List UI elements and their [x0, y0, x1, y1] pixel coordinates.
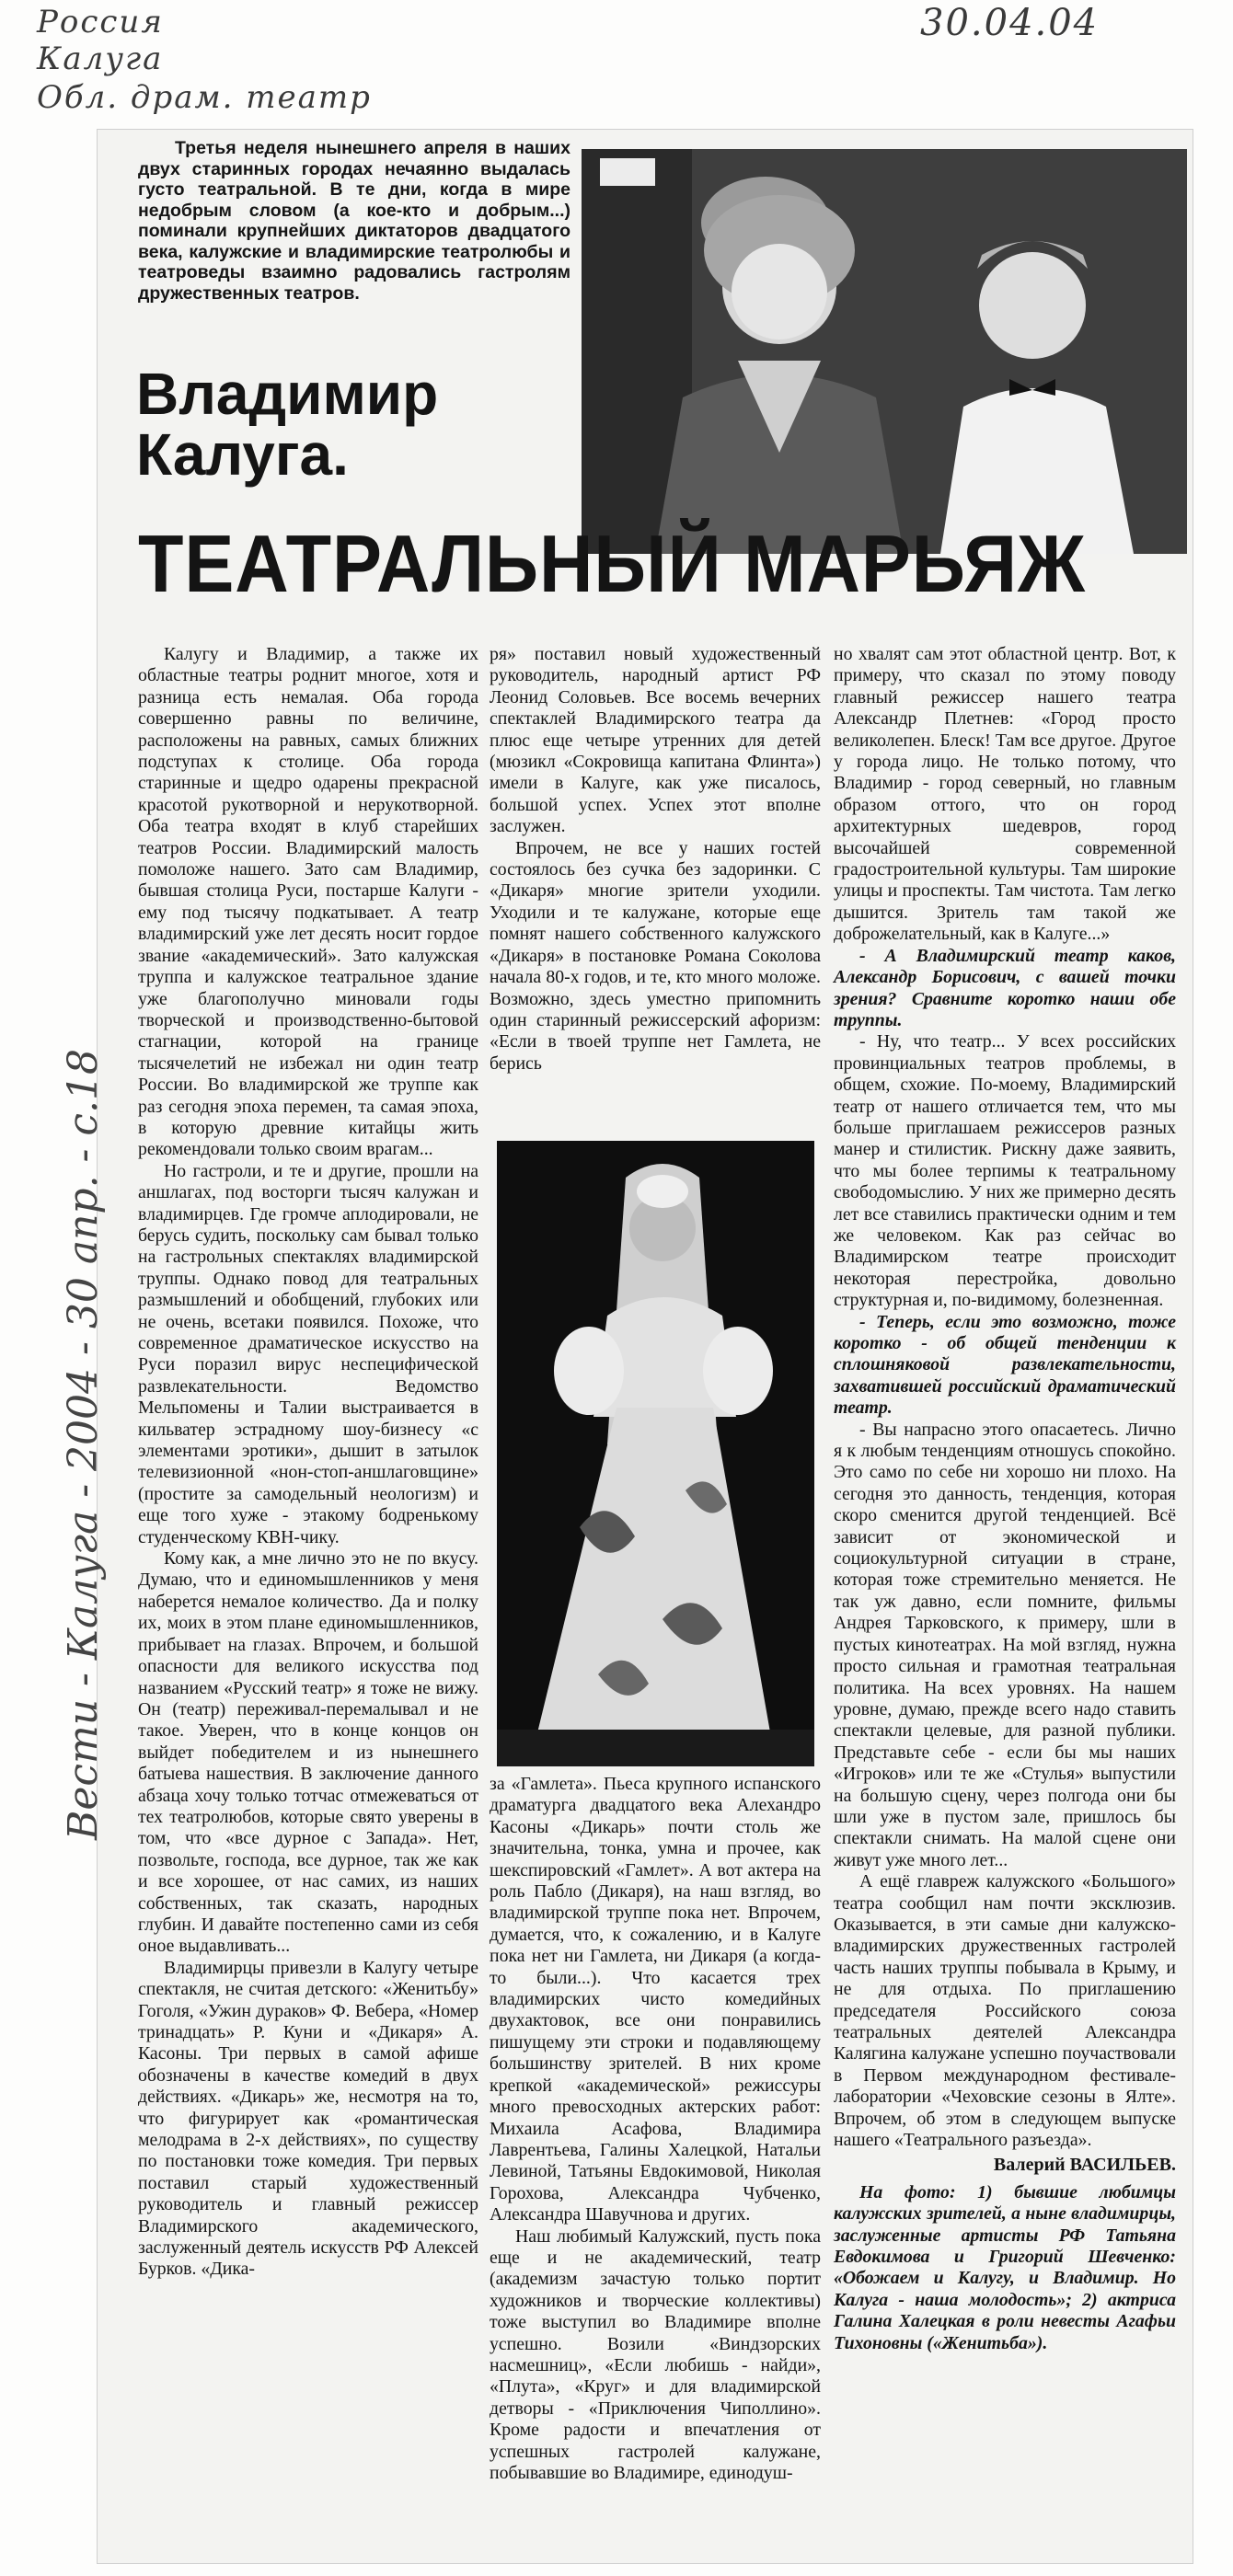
handwritten-city: Калуга [37, 40, 164, 77]
author-signature: Валерий ВАСИЛЬЕВ. [993, 2155, 1176, 2176]
title-line-1: Владимир [136, 361, 439, 427]
photo-actress-bride [497, 1141, 814, 1766]
article-title [136, 361, 578, 488]
paragraph: Впрочем, не все у наших гостей состоялось без сучка без задоринки. С «Дикаря» многие зрители уходили. Уходили и те калужане, которые еще помнят нашего собственного калужского «Дикаря» в постановке Романа Соколова начала 80-х годов, и те, кто много моложе. Возможно, здесь уместно припомнить один старинный режиссерский афоризм: «Если в твоей труппе нет Гамлета, не берись [490, 837, 821, 1074]
paragraph: Наш любимый Калужский, пусть пока еще и не академический, театр (академизм зачастую только портит художников и творческие коллективы) тоже выступил во Владимире вполне успешно. Возили «Виндзорских насмешниц», «Если любишь - найди», «Плута», «Круг» и для владимирской детворы - «Приключения Чиполлино». Кроме радости и впечатления от успешных гастролей калужане, побывавшие во Владимире, единодуш- [490, 2225, 821, 2483]
handwritten-country: Россия [37, 4, 164, 40]
paragraph: А ещё главреж калужского «Большого» театра сообщил нам почти эксклюзив. Оказывается, в эти самые дни калужско-владимирских дружественных гастролей часть наших труппы побывала в Крыму, и не для отдыха. По приглашению председателя Российского союза театральных деятелей Александра Калягина калужане успешно поучаствовали в Первом международном фестивале-лаборатории «Чеховские сезоны в Ялте». Впрочем, об этом в следующем выпуске нашего «Театрального разъезда». [834, 1871, 1176, 2151]
photo-actors-couple-image [582, 149, 1187, 554]
paragraph: Владимирцы привезли в Калугу четыре спектакля, не считая детского: «Женитьбу» Гоголя, «Ужин дураков» Ф. Вебера, «Номер тринадцать» Р. Куни и «Дикаря» А. Касоны. Три первых в самой афише обозначены в качестве комедий в двух действиях. «Дикарь» же, несмотря на то, что фигурирует как «романтическая мелодрама в 2-х действиях», по существу по постановки тоже комедия. Три первых поставил старый художественный руководитель и главный режиссер Владимирского академического, заслуженный деятель искусств РФ Алексей Бурков. «Дика- [138, 1957, 478, 2280]
paragraph: но хвалят сам этот областной центр. Вот, к примеру, что сказал по этому поводу главный режиссер нашего театра Александр Плетнев: «Город просто великолепен. Блеск! Там все другое. Другое у города лицо. Не только потому, что Владимир - город северный, но главным образом оттого, что он город архитектурных шедевров, город высочайшей современной градостроительной культуры. Там широкие улицы и проспекты. Там чистота. Там легко дышится. Зритель там такой же доброжелательный, как в Калуге...» [834, 644, 1176, 945]
headline: ТЕАТРАЛЬНЫЙ МАРЬЯЖ [138, 518, 1087, 609]
paragraph: Но гастроли, и те и другие, прошли на аншлагах, под восторги тысяч калужан и владимирцев. Где громче аплодировали, не берусь судить, поскольку сам бывал только на гастрольных спектаклях владимирской труппы. Однако повод для театральных размышлений и обобщений, глубоких или не очень, всетаки появился. Похоже, что современное драматическое искусство на Руси поразил вирус неспецифической развлекательности. Ведомство Мельпомены и Талии выстраивается в кильватер эстрадному шоу-бизнесу «с элементами эротики», дышит в затылок телевизионной «нон-стоп-аншлаговщине» (простите за самодельный неологизм) и еще того хуже - этакому бодренькому студенческому КВН-чику. [138, 1160, 478, 1547]
interview-question: - А Владимирский театр каков, Александр Борисович, с вашей точки зрения? Сравните коротко наши обе труппы. [834, 945, 1176, 1030]
interview-question: - Теперь, если это возможно, тоже коротко - об общей тенденции к сплошняковой развлекательности, захватившей российский драматический театр. [834, 1311, 1176, 1419]
paragraph: ря» поставил новый художественный руководитель, народный артист РФ Леонид Соловьев. Все восемь вечерних спектаклей Владимирского театра да плюс еще четыре утренних для детей (мюзикл «Сокровища капитана Флинта») имели в Калуге, как уже писалось, большой успех. Успех этот вполне заслужен. [490, 644, 821, 837]
column-1 [138, 644, 478, 2281]
handwritten-margin-note: Вести - Калуга - 2004 - 30 апр. - с.18 [60, 1048, 107, 1840]
column-2 [490, 644, 821, 1075]
paragraph: Калугу и Владимир, а также их областные театры роднит многое, хотя и разница есть немалая. Оба города совершенно равны по величине, расположены на равных, самых ближних подступах к столице. Оба города старинные и щедро одарены прекрасной красотой рукотворной и нерукотворной. Оба театра входят в клуб старейших театров России. Владимирский малость помоложе нашего. Зато сам Владимир, бывшая столица Руси, постарше Калуги - ему под тысячу подкатывает. А театр владимирский уже лет десять носит гордое звание «академический». Зато калужская труппа и калужское театральное здание уже благополучно миновали годы творческой и производственно-бытовой стагнации, которой на границе тысячелетий не избежал ни один театр России. Во владимирской же труппе как раз сегодня эпоха перемен, та самая эпоха, в которую древние китайцы жить рекомендовали только своим врагам... [138, 644, 478, 1160]
photo-actress-bride-image [497, 1141, 814, 1766]
column-2-continued [490, 1774, 821, 2484]
paragraph: Кому как, а мне лично это не по вкусу. Думаю, что и единомышленников у меня наберется немалое количество. Да и полку их, моих в этом плане единомышленников, прибывает на глазах. Впрочем, и большой опасности для великого искусства под названием «Русский театр» я тоже не вижу. Он (театр) переживал-перемалывал и не такое. Уверен, что в конце концов он выйдет победителем и из нынешнего батыева нашествия. В заключение данного абзаца хочу только тотчас отмежеваться от тех театролюбов, которые свято уверены в том, что «все дурное с Запада». Нет, позвольте, господа, все дурное, так же как и все хорошее, от нас самих, из наших собственных, так сказать, народных глубин. И давайте постепенно сами из себя оное выдавливать... [138, 1548, 478, 1957]
interview-answer: - Ну, что театр... У всех российских провинциальных театров проблемы, в общем, схожие. По-моему, Владимирский театр от нашего отличается тем, что мы больше приглашаем режиссеров разных манер и стилистик. Рискну даже заявить, что мы более терпимы к театральному свободомыслию. У них же примерно десять лет все ставились практически одним и тем же человеком. Как раз сейчас во Владимирском театре происходит некоторая перестройка, довольно структурная и, по-видимому, болезненная. [834, 1031, 1176, 1311]
handwritten-date: 30.04.04 [920, 2, 1100, 44]
interview-answer: - Вы напрасно этого опасаетесь. Лично я к любым тенденциям отношусь спокойно. Это само по себе ни хорошо ни плохо. На сегодня это данность, тенденция, которая скоро сменится другой тенденцией. Всё зависит от экономической и социокультурной ситуации в стране, которая тоже стремительно меняется. Не так уж давно, если помните, фильмы Андрея Тарковского, к примеру, шли в пустых кинотеатрах. На мой взгляд, нужна просто сильная и грамотная театральная политика. На всех уровнях. На нашем уровне, думаю, прежде всего надо ставить спектакли целевые, для разной публики. Представьте себе - если бы мы наших «Игроков» или те же «Стулья» выпустили на большую сцену, через полгода они бы шли уже в пустом зале, пришлось бы спектакли снимать. На малой сцене они живут уже много лет... [834, 1419, 1176, 1870]
intro-paragraph: Третья неделя нынешнего апреля в наших двух старинных городах нечаянно выдалась густо театральной. В те дни, когда в мире недобрым словом (а кое-кто и добрым...) поминали крупнейших диктаторов двадцатого века, калужские и владимирские театролюбы и театроведы взаимно радовались гастролям дружественных театров. [138, 138, 570, 304]
handwritten-theatre: Обл. драм. театр [37, 79, 372, 116]
photo-caption: На фото: 1) бывшие любимцы калужских зрителей, а ныне владимирцы, заслуженные артисты РФ Татьяна Евдокимова и Григорий Шевченко: «Обожаем и Калугу, и Владимир. Но Калуга - наша молодость»; 2) актриса Галина Халецкая в роли невесты Агафьи Тихоновны («Женитьба»). [834, 2181, 1176, 2353]
paragraph: за «Гамлета». Пьеса крупного испанского драматурга двадцатого века Алехандро Касоны «Дикарь» почти столь же значительна, тонка, умна и прочее, как шекспировский «Гамлет». А вот актера на роль Пабло (Дикаря), на наш взгляд, во владимирской труппе пока нет. Впрочем, думается, что, к сожалению, и в Калуге пока нет ни Гамлета, ни Дикаря (а когда-то были...). Что касается трех владимирских чисто комедийных двухактовок, все они понравились пишущему эти строки и подавляющему большинству зрителей. В них кроме крепкой «академической» режиссуры много превосходных актерских работ: Михаила Асафова, Владимира Лаврентьева, Галины Халецкой, Натальи Левиной, Татьяны Евдокимовой, Николая Горохова, Александра Чубченко, Александра Шавучнова и других. [490, 1774, 821, 2225]
column-3 [834, 644, 1176, 2354]
photo-actors-couple [582, 149, 1187, 554]
title-line-2: Калуга. [136, 421, 349, 488]
